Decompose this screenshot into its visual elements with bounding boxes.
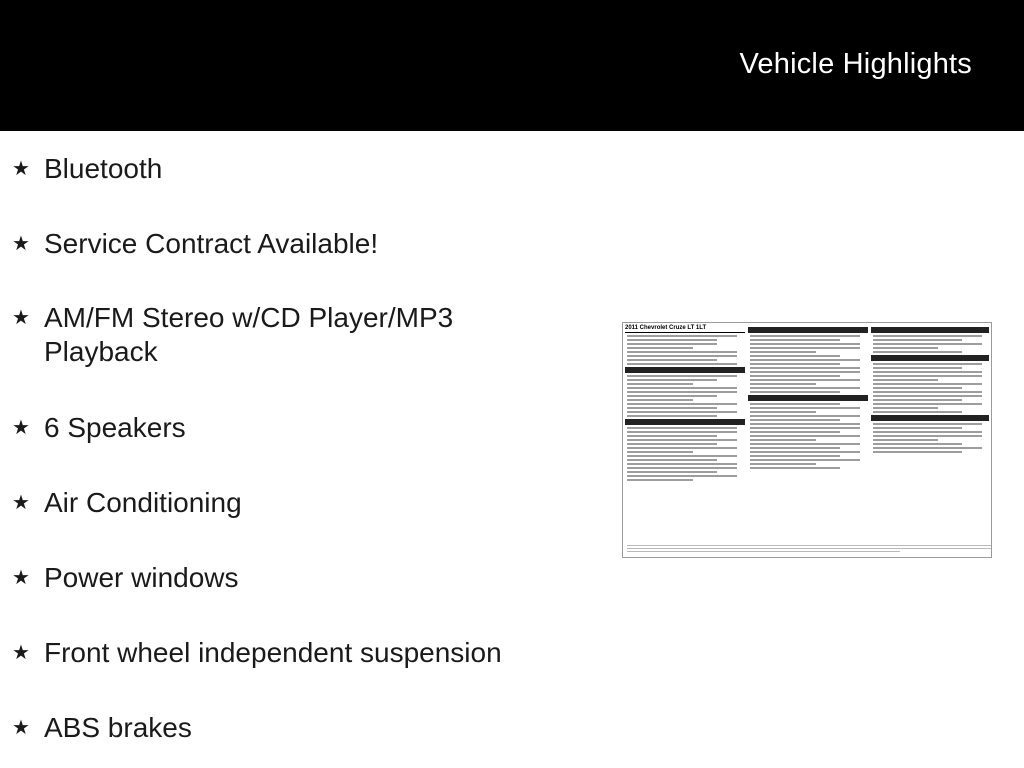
star-icon: ★ <box>12 717 30 739</box>
feature-label: 6 Speakers <box>44 412 186 443</box>
feature-item <box>12 301 552 369</box>
feature-label: AM/FM Stereo w/CD Player/MP3 Playback <box>44 302 454 367</box>
feature-item <box>12 636 552 670</box>
feature-label: Front wheel independent suspension <box>44 637 502 668</box>
star-icon: ★ <box>12 158 30 180</box>
star-icon: ★ <box>12 233 30 255</box>
sticker-column-safety <box>871 325 989 455</box>
star-icon: ★ <box>12 492 30 514</box>
sticker-title: 2011 Chevrolet Cruze LT 1LT <box>625 325 745 333</box>
sticker-column-pricing <box>625 325 745 483</box>
feature-item <box>12 227 552 261</box>
feature-label: Power windows <box>44 562 239 593</box>
feature-label: Service Contract Available! <box>44 228 379 259</box>
feature-item <box>12 486 552 520</box>
feature-label: Bluetooth <box>44 153 163 184</box>
sticker-footnote <box>625 543 989 554</box>
feature-item <box>12 711 552 745</box>
feature-label: Air Conditioning <box>44 487 242 518</box>
window-sticker-image <box>622 322 992 558</box>
feature-label: ABS brakes <box>44 712 192 743</box>
sticker-column-interior <box>748 325 868 471</box>
star-icon: ★ <box>12 417 30 439</box>
feature-item <box>12 561 552 595</box>
feature-item <box>12 411 552 445</box>
page-title: Vehicle Highlights <box>739 48 972 80</box>
feature-item <box>12 152 552 186</box>
star-icon: ★ <box>12 642 30 664</box>
star-icon: ★ <box>12 567 30 589</box>
star-icon: ★ <box>12 307 30 329</box>
